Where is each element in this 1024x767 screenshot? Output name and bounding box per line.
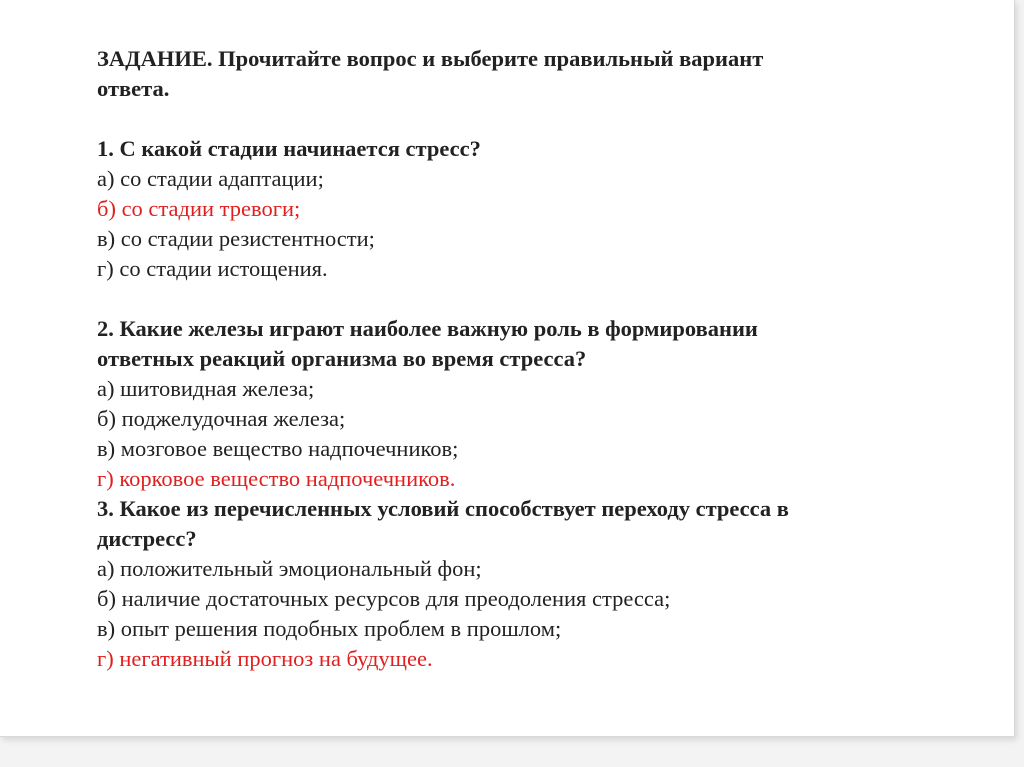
question-3-option-g-correct: г) негативный прогноз на будущее.	[97, 646, 433, 671]
question-2-option-b: б) поджелудочная железа;	[97, 406, 346, 431]
question-2-title: 2. Какие железы играют наиболее важную роль в формировании	[97, 316, 758, 341]
question-2-option-v: в) мозговое вещество надпочечников;	[97, 436, 459, 461]
question-3-title-continued: дистресс?	[97, 526, 197, 551]
question-1-option-g: г) со стадии истощения.	[97, 256, 328, 281]
question-1-option-a: а) со стадии адаптации;	[97, 166, 324, 191]
task-instruction: ЗАДАНИЕ. Прочитайте вопрос и выберите правильный вариант	[97, 46, 764, 71]
question-3-option-b: б) наличие достаточных ресурсов для преодоления стресса;	[97, 586, 671, 611]
question-3-option-a: а) положительный эмоциональный фон;	[97, 556, 482, 581]
question-1-option-v: в) со стадии резистентности;	[97, 226, 375, 251]
question-2-option-a: а) шитовидная железа;	[97, 376, 315, 401]
spacer	[97, 284, 917, 314]
question-3-option-v: в) опыт решения подобных проблем в прошлом;	[97, 616, 562, 641]
question-2-title-continued: ответных реакций организма во время стресса?	[97, 346, 587, 371]
task-instruction-continued: ответа.	[97, 76, 170, 101]
question-2-option-g-correct: г) корковое вещество надпочечников.	[97, 466, 456, 491]
question-3-title: 3. Какое из перечисленных условий способствует переходу стресса в	[97, 496, 789, 521]
slide-content	[97, 44, 917, 674]
question-1-option-b-correct: б) со стадии тревоги;	[97, 196, 301, 221]
question-1-title: 1. С какой стадии начинается стресс?	[97, 136, 481, 161]
spacer	[97, 104, 917, 134]
